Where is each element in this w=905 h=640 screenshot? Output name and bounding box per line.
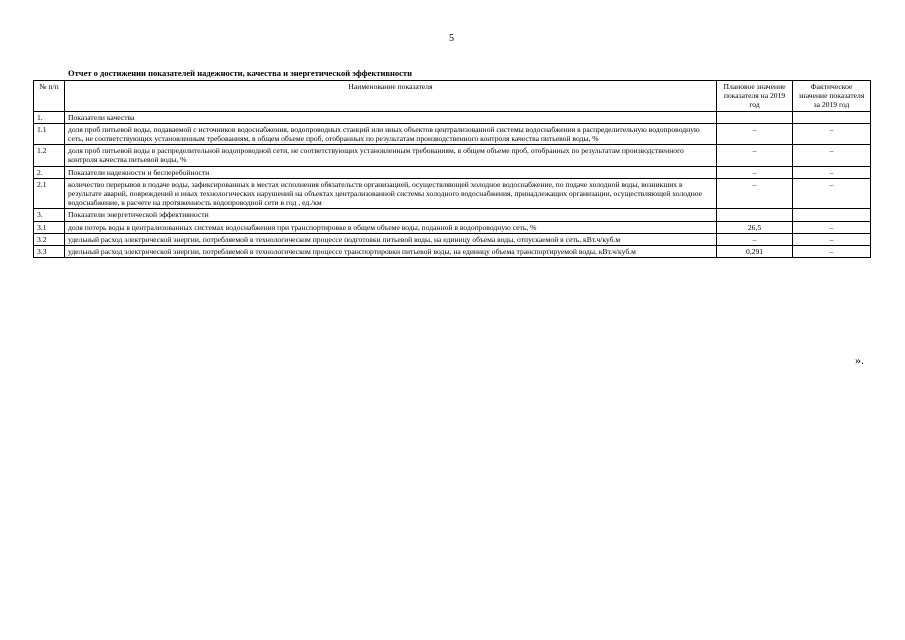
table-row (34, 209, 871, 221)
row-name: доля потерь воды в централизованных системах водоснабжения при транспортировке в общем объеме воды, поданной в водопроводную сеть, % (65, 221, 717, 233)
table-row (34, 123, 871, 144)
row-plan: – (717, 166, 793, 178)
header-num: № п/п (34, 81, 65, 112)
row-num: 1.1 (34, 123, 65, 144)
row-name: количество перерывов в подаче воды, зафиксированных в местах исполнения обязательств организацией, осуществляющей холодное водоснабжение, по подаче холодной воды, возникших в результате аварий, повреждений и иных технологических нарушений на объектах централизованной системы холодного водоснабжения, принадлежащих организации, осуществляющей холодное водоснабжение, в расчете на протяженность водопроводной сети в год , ед./км (65, 178, 717, 209)
indicators-table (33, 80, 871, 258)
row-num: 2.1 (34, 178, 65, 209)
row-name: удельный расход электрической энергии, потребляемой в технологическом процессе подготовки питьевой воды, на единицу объема воды, отпускаемой в сеть, кВт.ч/куб.м (65, 233, 717, 245)
row-num: 3. (34, 209, 65, 221)
row-num: 1. (34, 111, 65, 123)
row-num: 1.2 (34, 145, 65, 166)
closing-quote-mark: ». (855, 353, 864, 367)
row-fact: – (793, 178, 871, 209)
row-num: 3.3 (34, 246, 65, 258)
row-fact: – (793, 123, 871, 144)
header-plan: Плановое значение показателя на 2019 год (717, 81, 793, 112)
row-plan (717, 111, 793, 123)
table-row (34, 221, 871, 233)
row-plan: 0,291 (717, 246, 793, 258)
table-row (34, 111, 871, 123)
row-fact (793, 111, 871, 123)
table-row (34, 246, 871, 258)
report-title: Отчет о достижении показателей надежности, качества и энергетической эффективности (68, 68, 412, 78)
row-name: Показатели энергетической эффективности (65, 209, 717, 221)
table-header-row (34, 81, 871, 112)
row-num: 3.1 (34, 221, 65, 233)
row-fact: – (793, 221, 871, 233)
row-name: Показатели надежности и бесперебойности (65, 166, 717, 178)
header-fact: Фактическое значение показателя за 2019 год (793, 81, 871, 112)
row-plan (717, 209, 793, 221)
page-number: 5 (449, 33, 454, 44)
row-plan: – (717, 145, 793, 166)
row-plan: 26,5 (717, 221, 793, 233)
row-name: удельный расход электрической энергии, потребляемой в технологическом процессе транспортировки питьевой воды, на единицу объема транспортируемой воды, кВт.ч/куб.м (65, 246, 717, 258)
row-plan: – (717, 123, 793, 144)
header-name: Наименование показателя (65, 81, 717, 112)
row-num: 2. (34, 166, 65, 178)
row-fact: – (793, 233, 871, 245)
row-name: Показатели качества (65, 111, 717, 123)
table-row (34, 145, 871, 166)
table-row (34, 178, 871, 209)
table-row (34, 166, 871, 178)
row-plan: – (717, 178, 793, 209)
table-row (34, 233, 871, 245)
row-fact: – (793, 145, 871, 166)
row-num: 3.2 (34, 233, 65, 245)
row-name: доля проб питьевой воды в распределительной водопроводной сети, не соответствующих установленным требованиям, в общем объеме проб, отобранных по результатам производственного контроля качества питьевой воды, % (65, 145, 717, 166)
row-plan: – (717, 233, 793, 245)
row-fact (793, 209, 871, 221)
row-fact: – (793, 246, 871, 258)
row-name: доля проб питьевой воды, подаваемой с источников водоснабжения, водопроводных станций или иных объектов централизованной системы водоснабжения в распределительную водопроводную сеть, не соответствующих установленным требованиям, в общем объеме проб, отобранных по результатам производственного контроля качества питьевой воды, % (65, 123, 717, 144)
row-fact: – (793, 166, 871, 178)
